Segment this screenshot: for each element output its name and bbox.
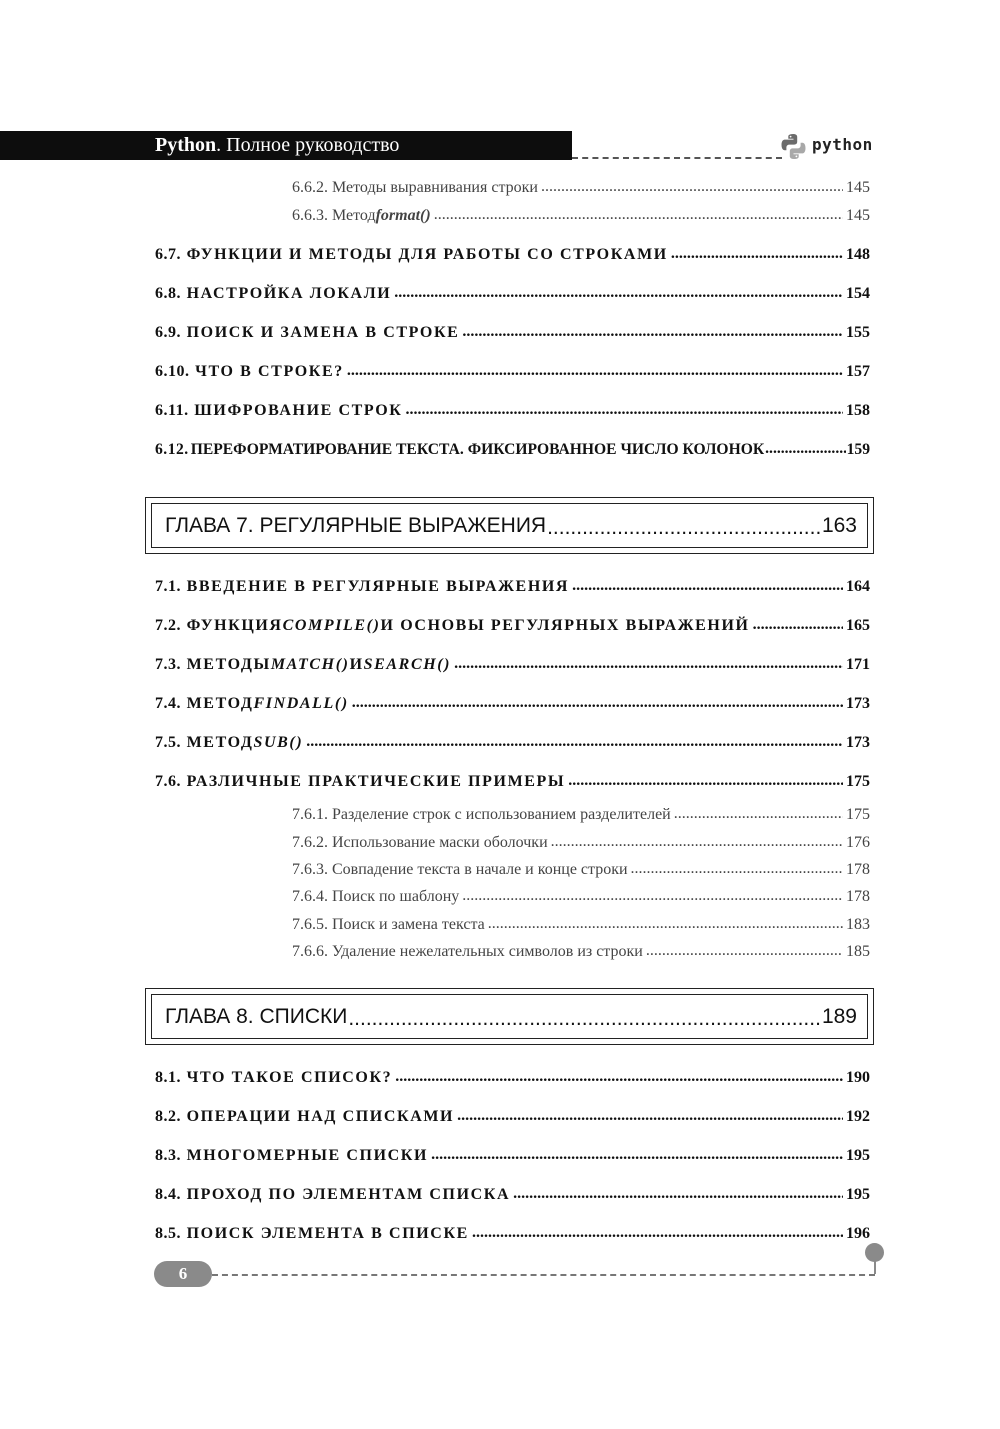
toc-section[interactable] bbox=[155, 324, 870, 342]
toc-page: 145 bbox=[846, 207, 870, 224]
toc-subsection[interactable] bbox=[292, 207, 870, 225]
toc-section[interactable] bbox=[155, 1147, 870, 1165]
toc-number: 7.3. bbox=[155, 656, 181, 673]
dot-leader bbox=[457, 1107, 843, 1125]
toc-page: 175 bbox=[846, 773, 870, 790]
toc-page: 158 bbox=[846, 402, 870, 419]
toc-title: ПОИСК И ЗАМЕНА В СТРОКЕ bbox=[186, 324, 460, 341]
toc-subsection[interactable] bbox=[292, 179, 870, 197]
toc-title: ЧТО ТАКОЕ СПИСОК? bbox=[186, 1069, 393, 1086]
toc-title-code: COMPILE() bbox=[282, 617, 381, 634]
toc-page: 178 bbox=[846, 861, 870, 878]
toc-page: 173 bbox=[846, 734, 870, 751]
toc-title: МЕТОД bbox=[186, 695, 254, 712]
toc-number: 6.6.3. bbox=[292, 207, 328, 224]
header-divider bbox=[572, 157, 782, 159]
toc-page: 175 bbox=[846, 806, 870, 823]
chapter-8-heading[interactable] bbox=[145, 988, 874, 1045]
toc-number: 7.6.1. bbox=[292, 806, 328, 823]
toc-page: 171 bbox=[846, 656, 870, 673]
footer-divider bbox=[212, 1274, 875, 1276]
toc-title-code: MATCH() bbox=[270, 656, 350, 673]
dot-leader bbox=[631, 860, 843, 878]
chapter-page: 163 bbox=[821, 513, 857, 537]
toc-number: 6.7. bbox=[155, 246, 181, 263]
dot-leader bbox=[306, 733, 843, 751]
toc-page: 155 bbox=[846, 324, 870, 341]
toc-title: ФУНКЦИИ И МЕТОДЫ ДЛЯ РАБОТЫ СО СТРОКАМИ bbox=[186, 246, 668, 263]
book-title bbox=[155, 131, 399, 160]
toc-title-code: FINDALL() bbox=[253, 695, 349, 712]
python-logo-text: python bbox=[812, 135, 873, 154]
toc-section[interactable] bbox=[155, 1225, 870, 1243]
toc-title: Поиск и замена текста bbox=[332, 916, 485, 933]
dot-leader bbox=[394, 284, 843, 302]
toc-title: Поиск по шаблону bbox=[332, 888, 460, 905]
dot-leader bbox=[395, 1068, 843, 1086]
dot-leader bbox=[462, 887, 843, 905]
dot-leader bbox=[348, 1007, 821, 1031]
dot-leader bbox=[646, 942, 843, 960]
toc-page: 195 bbox=[846, 1147, 870, 1164]
toc-title: Разделение строк с использованием разделителей bbox=[332, 806, 671, 823]
dot-leader bbox=[454, 655, 843, 673]
toc-title-code: SUB() bbox=[253, 734, 304, 751]
toc-number: 6.10. bbox=[155, 363, 190, 380]
toc-section[interactable] bbox=[155, 656, 870, 674]
dot-leader bbox=[547, 516, 821, 540]
chapter-title: ГЛАВА 8. СПИСКИ bbox=[165, 1004, 348, 1028]
toc-title: ФУНКЦИЯ bbox=[186, 617, 283, 634]
toc-section[interactable] bbox=[155, 617, 870, 635]
toc-page: 164 bbox=[846, 578, 870, 595]
toc-title: РАЗЛИЧНЫЕ ПРАКТИЧЕСКИЕ ПРИМЕРЫ bbox=[186, 773, 566, 790]
footer-pin-icon bbox=[865, 1243, 884, 1262]
chapter-7-heading[interactable] bbox=[145, 497, 874, 554]
toc-subsection[interactable] bbox=[292, 943, 870, 961]
toc-title: НАСТРОЙКА ЛОКАЛИ bbox=[186, 285, 392, 302]
dot-leader bbox=[671, 245, 843, 263]
toc-title: Совпадение текста в начале и конце строки bbox=[332, 861, 628, 878]
toc-page: 157 bbox=[846, 363, 870, 380]
dot-leader bbox=[753, 616, 843, 634]
toc-number: 6.11. bbox=[155, 402, 189, 419]
toc-page: 196 bbox=[846, 1225, 870, 1242]
toc-page: 148 bbox=[846, 246, 870, 263]
toc-section[interactable] bbox=[155, 246, 870, 264]
toc-title: ПОИСК ЭЛЕМЕНТА В СПИСКЕ bbox=[186, 1225, 469, 1242]
toc-page: 185 bbox=[846, 943, 870, 960]
toc-number: 7.2. bbox=[155, 617, 181, 634]
toc-title-code: SEARCH() bbox=[363, 656, 452, 673]
chapter-title: ГЛАВА 7. РЕГУЛЯРНЫЕ ВЫРАЖЕНИЯ bbox=[165, 513, 547, 537]
toc-page: 192 bbox=[846, 1108, 870, 1125]
dot-leader bbox=[674, 805, 843, 823]
toc-page: 165 bbox=[846, 617, 870, 634]
toc-number: 8.5. bbox=[155, 1225, 181, 1242]
toc-title: ВВЕДЕНИЕ В РЕГУЛЯРНЫЕ ВЫРАЖЕНИЯ bbox=[186, 578, 570, 595]
toc-section[interactable] bbox=[155, 1069, 870, 1087]
toc-subsection[interactable] bbox=[292, 861, 870, 879]
toc-title: ПЕРЕФОРМАТИРОВАНИЕ ТЕКСТА. ФИКСИРОВАННОЕ ЧИСЛО КОЛОНОК bbox=[190, 441, 765, 458]
book-title-bold: Python bbox=[155, 134, 217, 156]
toc-number: 7.6.3. bbox=[292, 861, 328, 878]
toc-title: И bbox=[349, 656, 364, 673]
toc-number: 7.5. bbox=[155, 734, 181, 751]
toc-title: И ОСНОВЫ РЕГУЛЯРНЫХ ВЫРАЖЕНИЙ bbox=[380, 617, 750, 634]
dot-leader bbox=[472, 1224, 843, 1242]
toc-page: 154 bbox=[846, 285, 870, 302]
toc-number: 6.8. bbox=[155, 285, 181, 302]
toc-number: 7.6.5. bbox=[292, 916, 328, 933]
toc-title: МНОГОМЕРНЫЕ СПИСКИ bbox=[186, 1147, 429, 1164]
toc-subsection[interactable] bbox=[292, 834, 870, 852]
toc-number: 7.6.2. bbox=[292, 834, 328, 851]
toc-title: ОПЕРАЦИИ НАД СПИСКАМИ bbox=[186, 1108, 455, 1125]
chapter-8-inner bbox=[151, 994, 868, 1039]
chapter-7-inner bbox=[151, 503, 868, 548]
dot-leader bbox=[572, 577, 843, 595]
toc-title: ЧТО В СТРОКЕ? bbox=[195, 363, 344, 380]
toc-title: Методы выравнивания строки bbox=[332, 179, 538, 196]
footer-pin-stem bbox=[874, 1261, 876, 1274]
toc-number: 7.6.6. bbox=[292, 943, 328, 960]
toc-section[interactable] bbox=[155, 285, 870, 303]
toc-title: МЕТОД bbox=[186, 734, 254, 751]
book-title-rest: . Полное руководство bbox=[216, 134, 400, 156]
toc-number: 7.1. bbox=[155, 578, 181, 595]
toc-title-code: format() bbox=[375, 207, 431, 224]
toc-page: 183 bbox=[846, 916, 870, 933]
dot-leader bbox=[405, 401, 843, 419]
dot-leader bbox=[434, 206, 843, 224]
dot-leader bbox=[431, 1146, 843, 1164]
toc-number: 7.4. bbox=[155, 695, 181, 712]
toc-number: 8.1. bbox=[155, 1069, 181, 1086]
python-logo-icon bbox=[780, 133, 807, 160]
dot-leader bbox=[765, 440, 845, 458]
toc-subsection[interactable] bbox=[292, 806, 870, 824]
toc-number: 7.6. bbox=[155, 773, 181, 790]
toc-number: 6.6.2. bbox=[292, 179, 328, 196]
toc-title: Метод bbox=[332, 207, 376, 224]
toc-page: 178 bbox=[846, 888, 870, 905]
dot-leader bbox=[551, 833, 843, 851]
toc-number: 6.9. bbox=[155, 324, 181, 341]
page-number-badge: 6 bbox=[154, 1261, 212, 1287]
toc-section[interactable] bbox=[155, 578, 870, 596]
dot-leader bbox=[513, 1185, 843, 1203]
toc-page: 190 bbox=[846, 1069, 870, 1086]
toc-number: 8.4. bbox=[155, 1186, 181, 1203]
toc-page: 176 bbox=[846, 834, 870, 851]
toc-page: 159 bbox=[846, 441, 870, 458]
dot-leader bbox=[462, 323, 843, 341]
toc-page: 195 bbox=[846, 1186, 870, 1203]
chapter-page: 189 bbox=[821, 1004, 857, 1028]
toc-section[interactable] bbox=[155, 734, 870, 752]
toc-section[interactable] bbox=[155, 1186, 870, 1204]
dot-leader bbox=[347, 362, 843, 380]
toc-title: ШИФРОВАНИЕ СТРОК bbox=[194, 402, 403, 419]
dot-leader bbox=[488, 915, 843, 933]
toc-number: 8.2. bbox=[155, 1108, 181, 1125]
toc-section[interactable] bbox=[155, 402, 870, 420]
toc-section[interactable] bbox=[155, 363, 870, 381]
dot-leader bbox=[568, 772, 843, 790]
dot-leader bbox=[352, 694, 843, 712]
toc-section[interactable] bbox=[155, 773, 870, 791]
toc-section[interactable] bbox=[155, 441, 870, 459]
toc-page: 173 bbox=[846, 695, 870, 712]
toc-number: 7.6.4. bbox=[292, 888, 328, 905]
toc-title: МЕТОДЫ bbox=[186, 656, 271, 673]
toc-title: ПРОХОД ПО ЭЛЕМЕНТАМ СПИСКА bbox=[186, 1186, 511, 1203]
toc-section[interactable] bbox=[155, 1108, 870, 1126]
toc-title: Использование маски оболочки bbox=[332, 834, 548, 851]
toc-section[interactable] bbox=[155, 695, 870, 713]
toc-subsection[interactable] bbox=[292, 916, 870, 934]
toc-number: 6.12. bbox=[155, 441, 189, 458]
toc-subsection[interactable] bbox=[292, 888, 870, 906]
dot-leader bbox=[541, 178, 843, 196]
toc-title: Удаление нежелательных символов из строки bbox=[332, 943, 643, 960]
toc-page: 145 bbox=[846, 179, 870, 196]
toc-number: 8.3. bbox=[155, 1147, 181, 1164]
